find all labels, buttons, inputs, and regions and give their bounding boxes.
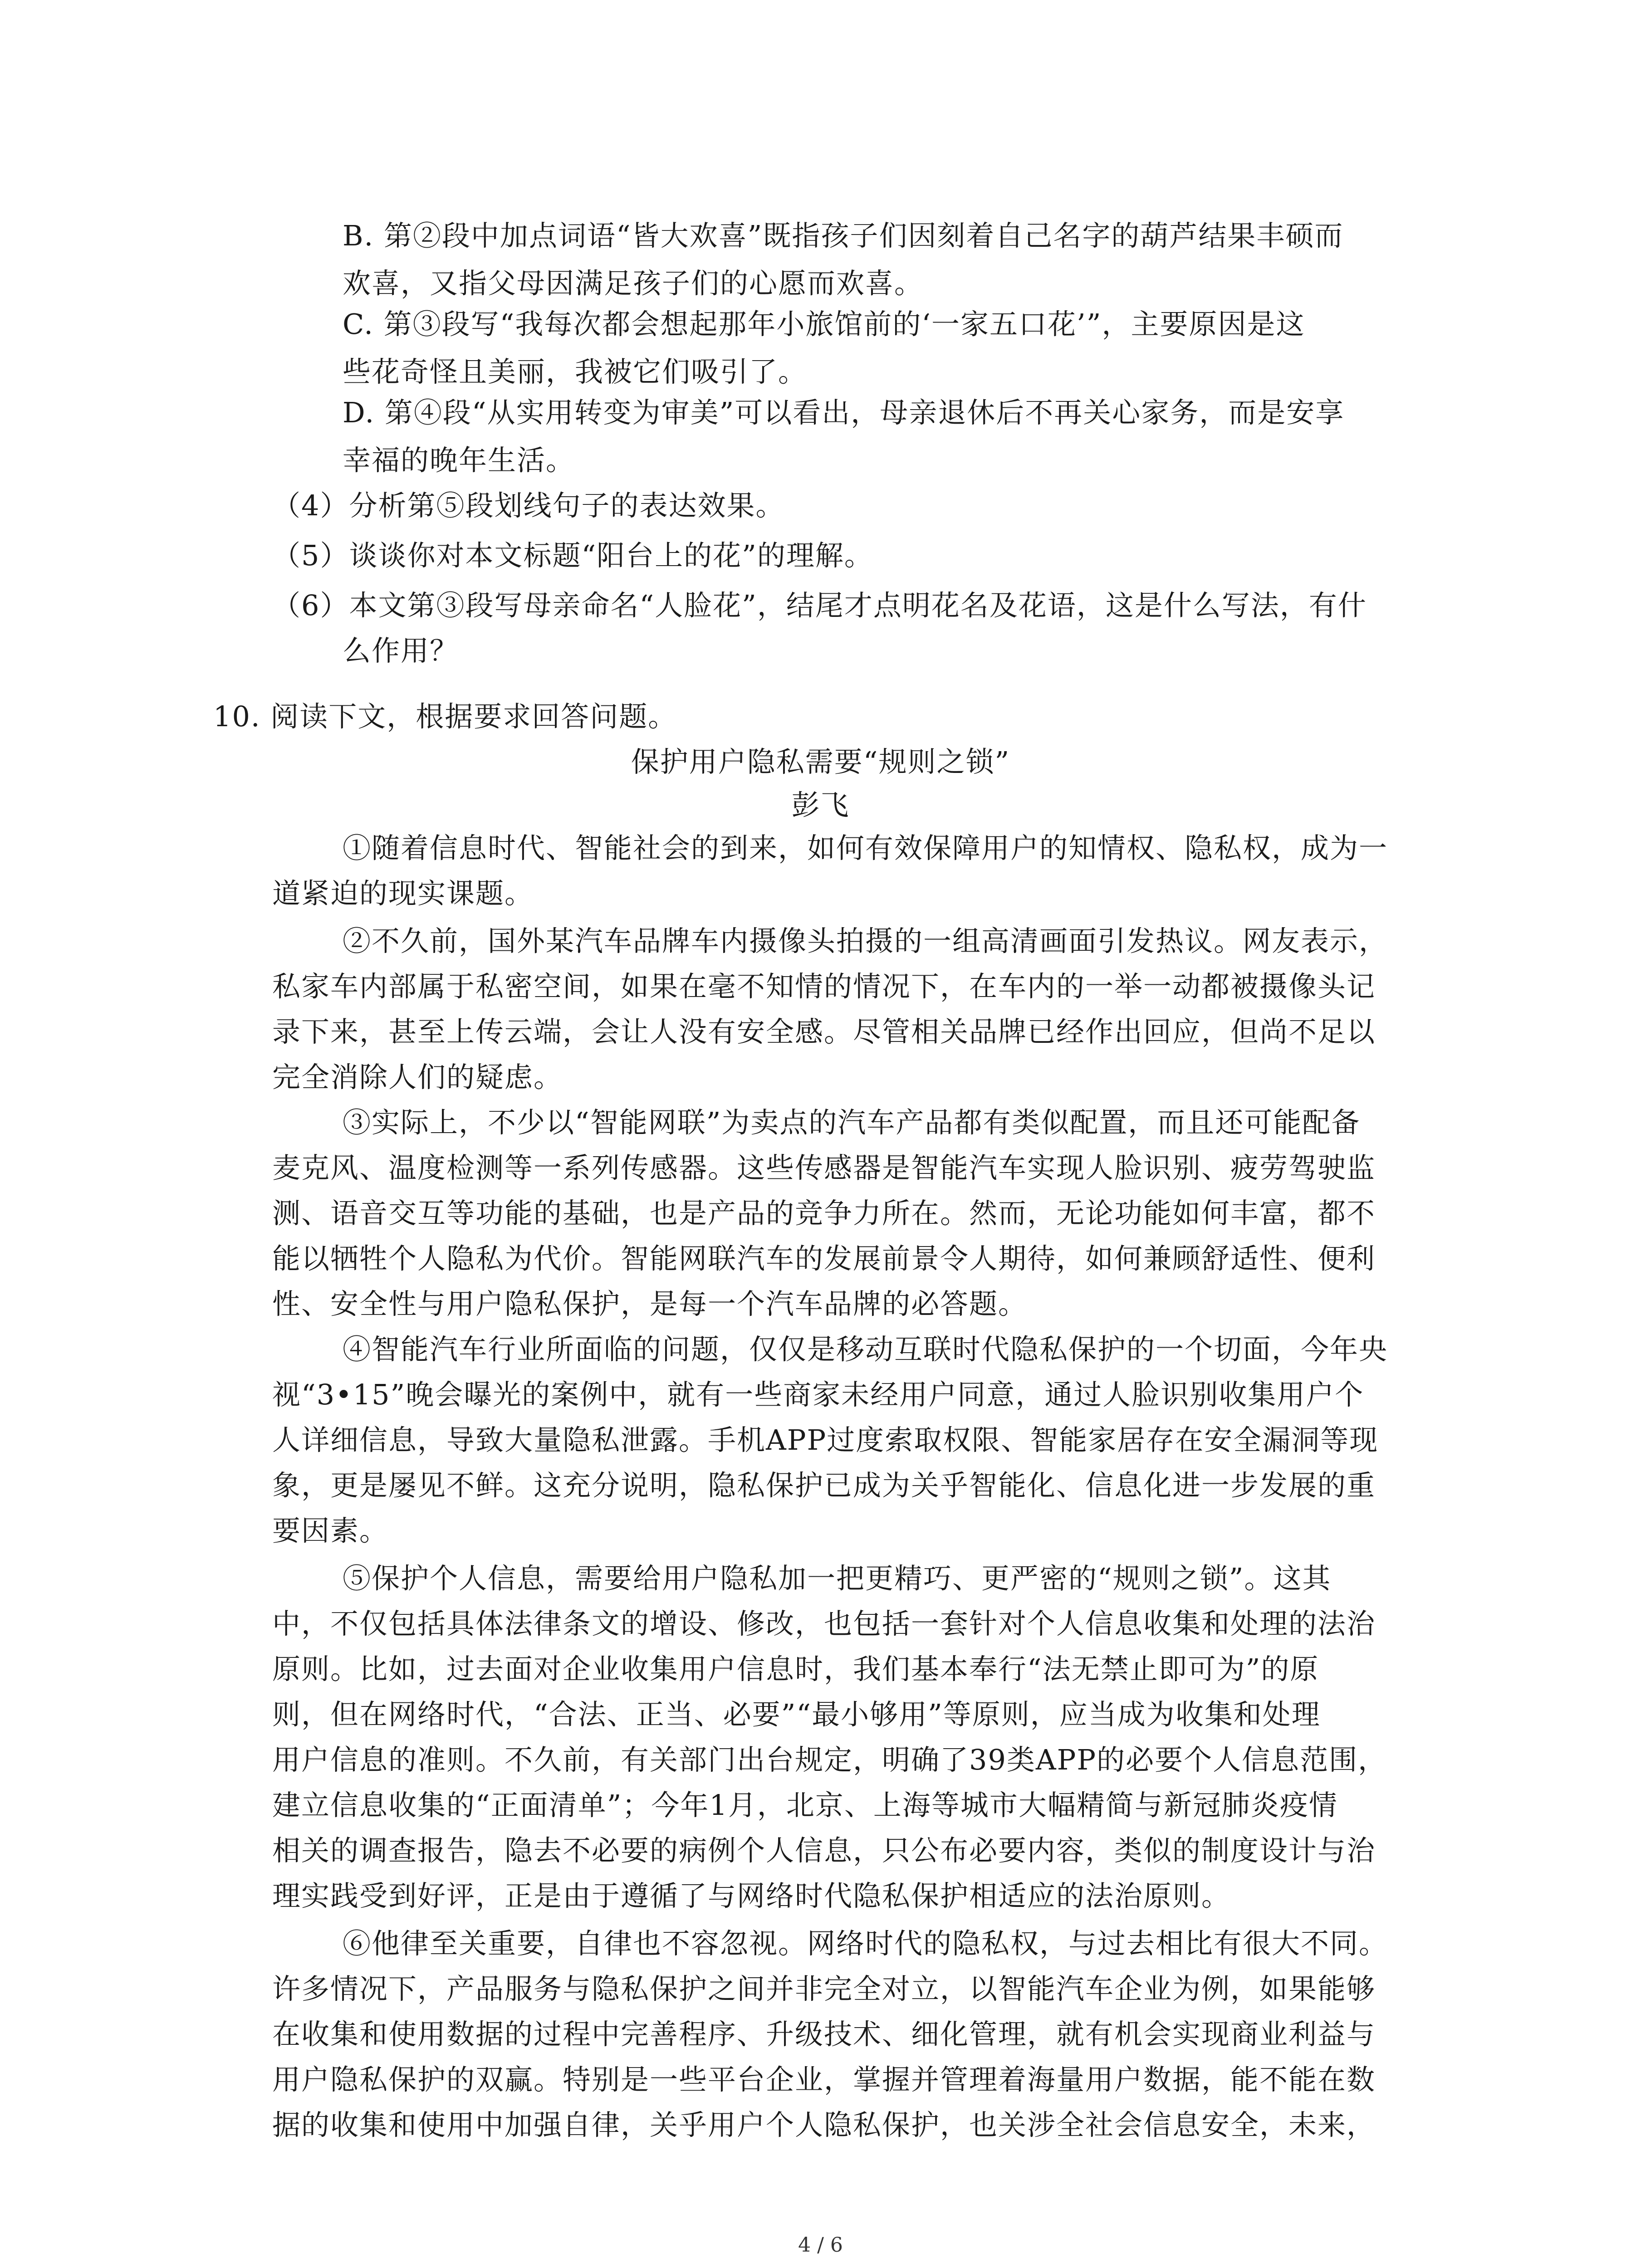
paragraph-6-line-5: 据的收集和使用中加强自律，关乎用户个人隐私保护，也关涉全社会信息安全，未来， (272, 2108, 1376, 2141)
question-6-line-1: （6）本文第③段写母亲命名“人脸花”，结尾才点明花名及花语，这是什么写法，有什 (272, 589, 1367, 622)
article-title: 保护用户隐私需要“规则之锁” (631, 745, 1010, 778)
paragraph-5-line-4: 则，但在网络时代，“合法、正当、必要”“最小够用”等原则，应当成为收集和处理 (272, 1698, 1321, 1731)
paragraph-5-line-5: 用户信息的准则。不久前，有关部门出台规定，明确了39类APP的必要个人信息范围， (272, 1743, 1387, 1776)
paragraph-4-line-2: 视“3•15”晚会曝光的案例中，就有一些商家未经用户同意，通过人脸识别收集用户个 (272, 1378, 1364, 1411)
paragraph-3-line-1: ③实际上，不少以“智能网联”为卖点的汽车产品都有类似配置，而且还可能配备 (343, 1106, 1361, 1139)
paragraph-3-line-4: 能以牺牲个人隐私为代价。智能网联汽车的发展前景令人期待，如何兼顾舒适性、便利 (272, 1242, 1376, 1275)
article-author: 彭飞 (791, 788, 850, 821)
paragraph-5-line-2: 中，不仅包括具体法律条文的增设、修改，也包括一套针对个人信息收集和处理的法治 (272, 1607, 1376, 1640)
paragraph-2-line-1: ②不久前，国外某汽车品牌车内摄像头拍摄的一组高清画面引发热议。网友表示， (343, 924, 1388, 958)
question-10-prompt: 10. 阅读下文，根据要求回答问题。 (213, 700, 677, 733)
paragraph-2-line-4: 完全消除人们的疑虑。 (272, 1061, 563, 1094)
paragraph-3-line-5: 性、安全性与用户隐私保护，是每一个汽车品牌的必答题。 (272, 1287, 1028, 1320)
paragraph-6-line-4: 用户隐私保护的双赢。特别是一些平台企业，掌握并管理着海量用户数据，能不能在数 (272, 2063, 1376, 2096)
paragraph-2-line-2: 私家车内部属于私密空间，如果在毫不知情的情况下，在车内的一举一动都被摄像头记 (272, 970, 1376, 1003)
paragraph-6-line-1: ⑥他律至关重要，自律也不容忽视。网络时代的隐私权，与过去相比有很大不同。 (343, 1927, 1388, 1960)
paragraph-6-line-2: 许多情况下，产品服务与隐私保护之间并非完全对立，以智能汽车企业为例，如果能够 (272, 1972, 1376, 2005)
paragraph-2-line-3: 录下来，甚至上传云端，会让人没有安全感。尽管相关品牌已经作出回应，但尚不足以 (272, 1015, 1376, 1048)
paragraph-6-line-3: 在收集和使用数据的过程中完善程序、升级技术、细化管理，就有机会实现商业利益与 (272, 2018, 1376, 2051)
paragraph-1-line-2: 道紧迫的现实课题。 (272, 877, 534, 910)
paragraph-5-line-7: 相关的调查报告，隐去不必要的病例个人信息，只公布必要内容，类似的制度设计与治 (272, 1834, 1376, 1867)
paragraph-1-line-1: ①随着信息时代、智能社会的到来，如何有效保障用户的知情权、隐私权，成为一 (343, 831, 1388, 865)
option-d-line-2: 幸福的晚年生活。 (343, 444, 575, 477)
paragraph-4-line-4: 象，更是屡见不鲜。这充分说明，隐私保护已成为关乎智能化、信息化进一步发展的重 (272, 1469, 1376, 1502)
paragraph-5-line-6: 建立信息收集的“正面清单”；今年1月，北京、上海等城市大幅精简与新冠肺炎疫情 (272, 1789, 1338, 1822)
paragraph-4-line-5: 要因素。 (272, 1514, 389, 1547)
option-b-line-1: B. 第②段中加点词语“皆大欢喜”既指孩子们因刻着自己名字的葫芦结果丰硕而 (343, 219, 1344, 252)
paragraph-5-line-3: 原则。比如，过去面对企业收集用户信息时，我们基本奉行“法无禁止即可为”的原 (272, 1652, 1319, 1686)
paragraph-3-line-2: 麦克风、温度检测等一系列传感器。这些传感器是智能汽车实现人脸识别、疲劳驾驶监 (272, 1151, 1376, 1184)
paragraph-4-line-3: 人详细信息，导致大量隐私泄露。手机APP过度索取权限、智能家居存在安全漏洞等现 (272, 1423, 1379, 1457)
option-b-line-2: 欢喜，又指父母因满足孩子们的心愿而欢喜。 (343, 267, 924, 300)
option-c-line-2: 些花奇怪且美丽，我被它们吸引了。 (343, 355, 808, 388)
paragraph-5-line-1: ⑤保护个人信息，需要给用户隐私加一把更精巧、更严密的“规则之锁”。这其 (343, 1562, 1332, 1595)
question-5: （5）谈谈你对本文标题“阳台上的花”的理解。 (272, 539, 873, 572)
page-number: 4 / 6 (798, 2234, 843, 2257)
question-4: （4）分析第⑤段划线句子的表达效果。 (272, 489, 785, 522)
option-d-line-1: D. 第④段“从实用转变为审美”可以看出，母亲退休后不再关心家务，而是安享 (343, 396, 1345, 429)
question-6-line-2: 么作用？ (343, 634, 459, 667)
paragraph-5-line-8: 理实践受到好评，正是由于遵循了与网络时代隐私保护相适应的法治原则。 (272, 1879, 1231, 1912)
option-c-line-1: C. 第③段写“我每次都会想起那年小旅馆前的‘一家五口花’”，主要原因是这 (343, 308, 1305, 341)
paragraph-3-line-3: 测、语音交互等功能的基础，也是产品的竞争力所在。然而，无论功能如何丰富，都不 (272, 1197, 1376, 1230)
paragraph-4-line-1: ④智能汽车行业所面临的问题，仅仅是移动互联时代隐私保护的一个切面，今年央 (343, 1333, 1388, 1366)
